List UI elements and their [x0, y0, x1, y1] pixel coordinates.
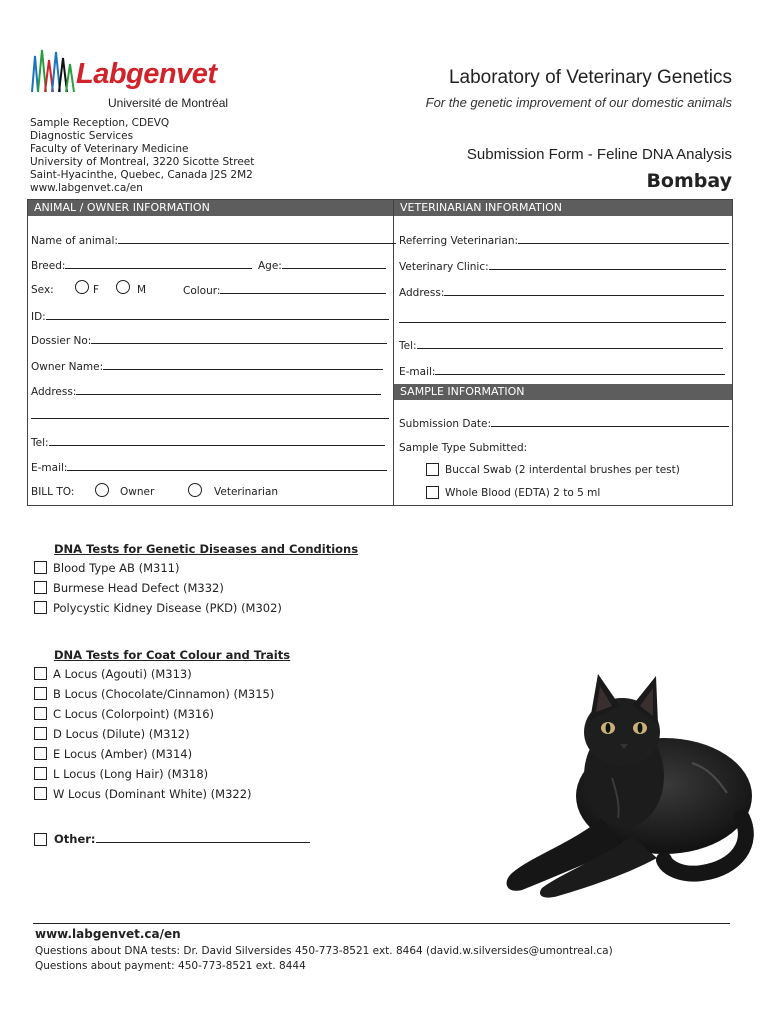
- test-checkbox[interactable]: [34, 707, 47, 720]
- bill-owner-label: Owner: [120, 486, 155, 498]
- test-label: D Locus (Dilute) (M312): [53, 727, 190, 741]
- footer-url-link[interactable]: www.labgenvet.ca/en: [35, 927, 181, 941]
- breed-title: Bombay: [646, 170, 732, 192]
- vet-address-field[interactable]: [399, 286, 724, 300]
- vet-tel-label: Tel:: [399, 340, 417, 352]
- list-item[interactable]: [34, 784, 274, 804]
- test-checkbox[interactable]: [34, 561, 47, 574]
- test-label: C Locus (Colorpoint) (M316): [53, 707, 215, 721]
- dossier-label: Dossier No:: [31, 335, 92, 347]
- owner-name-label: Owner Name:: [31, 361, 104, 373]
- referring-vet-label: Referring Veterinarian:: [399, 235, 519, 247]
- university-name: Université de Montréal: [108, 96, 229, 110]
- address-line: Sample Reception, CDEVQ: [30, 117, 170, 129]
- sex-m-radio[interactable]: [116, 280, 130, 294]
- list-item[interactable]: [34, 704, 274, 724]
- test-label: Burmese Head Defect (M332): [53, 581, 224, 595]
- animal-owner-header: ANIMAL / OWNER INFORMATION: [28, 200, 393, 216]
- address-line: University of Montreal, 3220 Sicotte Street: [30, 156, 255, 168]
- list-item[interactable]: [34, 744, 274, 764]
- black-cat-image: [492, 668, 754, 900]
- vet-address-line-2[interactable]: [399, 322, 726, 323]
- other-field[interactable]: [54, 832, 310, 846]
- owner-name-field[interactable]: [31, 360, 383, 374]
- list-item[interactable]: [34, 684, 274, 704]
- owner-address-line-2[interactable]: [31, 418, 389, 419]
- address-line: Saint-Hyacinthe, Quebec, Canada J2S 2M2: [30, 169, 253, 181]
- lab-subtitle: For the genetic improvement of our domestic animals: [425, 95, 732, 110]
- age-field[interactable]: [258, 259, 386, 273]
- colour-label: Colour:: [183, 285, 221, 297]
- list-item[interactable]: [34, 724, 274, 744]
- disease-tests-list: [34, 558, 282, 618]
- breed-label: Breed:: [31, 260, 66, 272]
- list-item[interactable]: [34, 578, 282, 598]
- bill-owner-radio[interactable]: [95, 483, 109, 497]
- animal-name-field[interactable]: [31, 234, 396, 248]
- list-item[interactable]: [34, 764, 274, 784]
- test-label: Blood Type AB (M311): [53, 561, 180, 575]
- owner-tel-field[interactable]: [31, 436, 385, 450]
- test-checkbox[interactable]: [34, 667, 47, 680]
- owner-tel-label: Tel:: [31, 437, 49, 449]
- buccal-swab-checkbox[interactable]: [426, 463, 439, 476]
- referring-vet-field[interactable]: [399, 234, 729, 248]
- clinic-field[interactable]: [399, 260, 726, 274]
- form-title: Submission Form - Feline DNA Analysis: [466, 146, 732, 163]
- whole-blood-label: Whole Blood (EDTA) 2 to 5 ml: [445, 487, 601, 499]
- owner-email-label: E-mail:: [31, 462, 68, 474]
- footer-rule: [33, 923, 730, 924]
- logo: [30, 46, 250, 112]
- other-checkbox[interactable]: [34, 833, 47, 846]
- vet-info-header: VETERINARIAN INFORMATION: [394, 200, 732, 216]
- coat-tests-title: DNA Tests for Coat Colour and Traits: [54, 648, 291, 662]
- id-field[interactable]: [31, 310, 389, 324]
- test-checkbox[interactable]: [34, 687, 47, 700]
- breed-field[interactable]: [31, 259, 252, 273]
- sex-m-label: M: [137, 284, 147, 296]
- animal-name-label: Name of animal:: [31, 235, 118, 247]
- test-checkbox[interactable]: [34, 581, 47, 594]
- id-label: ID:: [31, 311, 46, 323]
- dossier-field[interactable]: [31, 334, 387, 348]
- owner-email-field[interactable]: [31, 461, 387, 475]
- age-label: Age:: [258, 260, 282, 272]
- other-label: Other:: [54, 832, 96, 846]
- list-item[interactable]: [34, 598, 282, 618]
- sample-type-label: Sample Type Submitted:: [399, 442, 528, 454]
- list-item[interactable]: [34, 558, 282, 578]
- coat-tests-list: [34, 664, 274, 804]
- address-line: Faculty of Veterinary Medicine: [30, 143, 189, 155]
- submission-date-label: Submission Date:: [399, 418, 492, 430]
- sex-label: Sex:: [31, 284, 54, 296]
- test-checkbox[interactable]: [34, 787, 47, 800]
- payment-questions-text: Questions about payment: 450-773-8521 ext. 8444: [35, 960, 306, 972]
- test-label: B Locus (Chocolate/Cinnamon) (M315): [53, 687, 275, 701]
- dna-chromatogram-icon: [30, 46, 78, 94]
- clinic-label: Veterinary Clinic:: [399, 261, 489, 273]
- test-label: W Locus (Dominant White) (M322): [53, 787, 252, 801]
- address-line: Diagnostic Services: [30, 130, 134, 142]
- sample-info-header: SAMPLE INFORMATION: [394, 384, 732, 400]
- whole-blood-checkbox[interactable]: [426, 486, 439, 499]
- owner-address-label: Address:: [31, 386, 77, 398]
- bill-vet-radio[interactable]: [188, 483, 202, 497]
- owner-address-field[interactable]: [31, 385, 381, 399]
- test-label: A Locus (Agouti) (M313): [53, 667, 192, 681]
- list-item[interactable]: [34, 664, 274, 684]
- test-checkbox[interactable]: [34, 747, 47, 760]
- buccal-swab-label: Buccal Swab (2 interdental brushes per test): [445, 464, 680, 476]
- submission-date-field[interactable]: [399, 417, 729, 431]
- vet-email-label: E-mail:: [399, 366, 436, 378]
- test-checkbox[interactable]: [34, 601, 47, 614]
- bill-to-label: BILL TO:: [31, 486, 75, 498]
- vet-address-label: Address:: [399, 287, 445, 299]
- bill-vet-label: Veterinarian: [214, 486, 279, 498]
- sex-f-radio[interactable]: [75, 280, 89, 294]
- sex-f-label: F: [93, 284, 100, 296]
- test-label: E Locus (Amber) (M314): [53, 747, 193, 761]
- vet-tel-field[interactable]: [399, 339, 723, 353]
- address-line: www.labgenvet.ca/en: [30, 182, 143, 194]
- test-checkbox[interactable]: [34, 727, 47, 740]
- colour-field[interactable]: [183, 284, 386, 298]
- logo-text: Labgenvet: [76, 58, 217, 90]
- dna-questions-text: Questions about DNA tests: Dr. David Silversides 450-773-8521 ext. 8464 (david.w.silversides@umontreal.ca): [35, 945, 613, 957]
- test-label: Polycystic Kidney Disease (PKD) (M302): [53, 601, 282, 615]
- test-label: L Locus (Long Hair) (M318): [53, 767, 209, 781]
- lab-title: Laboratory of Veterinary Genetics: [448, 67, 732, 88]
- disease-tests-title: DNA Tests for Genetic Diseases and Conditions: [54, 542, 359, 556]
- vet-email-field[interactable]: [399, 365, 725, 379]
- lab-address: [30, 117, 254, 195]
- test-checkbox[interactable]: [34, 767, 47, 780]
